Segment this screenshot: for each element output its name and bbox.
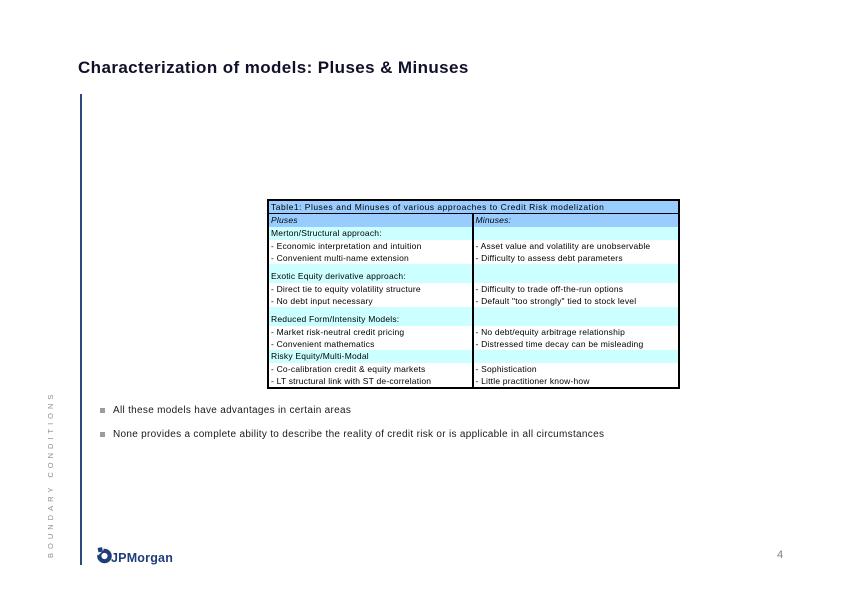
- table-row: [269, 363, 678, 375]
- pluses-cell: Risky Equity/Multi-Modal: [269, 350, 474, 363]
- table-row: [269, 240, 678, 252]
- vertical-rule: [80, 94, 82, 565]
- table-caption: Table1: Pluses and Minuses of various approaches to Credit Risk modelization: [269, 201, 678, 214]
- pluses-cell: Exotic Equity derivative approach:: [269, 270, 474, 283]
- pluses-cell: - No debt input necessary: [269, 295, 474, 307]
- section-header-row: [269, 350, 678, 363]
- minuses-cell: - Sophistication: [474, 363, 679, 375]
- column-header-pluses: Pluses: [269, 214, 474, 227]
- table-body: [269, 227, 678, 387]
- bullet-item: [100, 405, 800, 416]
- pluses-cell: - Co-calibration credit & equity markets: [269, 363, 474, 375]
- minuses-cell: - Difficulty to assess debt parameters: [474, 252, 679, 264]
- pluses-cell: - Convenient multi-name extension: [269, 252, 474, 264]
- bullet-item: [100, 429, 800, 440]
- minuses-cell: - Difficulty to trade off-the-run options: [474, 283, 679, 295]
- minuses-cell: [474, 227, 679, 240]
- table-row: [269, 252, 678, 264]
- table-row: [269, 283, 678, 295]
- pluses-minuses-table: [267, 199, 680, 389]
- minuses-cell: - Distressed time decay can be misleading: [474, 338, 679, 350]
- jpmorgan-logo: [95, 546, 173, 565]
- pluses-cell: - Economic interpretation and intuition: [269, 240, 474, 252]
- section-header-row: [269, 313, 678, 326]
- pluses-cell: - Convenient mathematics: [269, 338, 474, 350]
- page-title: Characterization of models: Pluses & Minuses: [78, 58, 469, 77]
- minuses-cell: - Default "too strongly" tied to stock level: [474, 295, 679, 307]
- pluses-cell: Reduced Form/Intensity Models:: [269, 313, 474, 326]
- section-header-row: [269, 227, 678, 240]
- bullet-list: [100, 405, 800, 453]
- bullet-square-icon: [100, 408, 105, 413]
- bullet-text: All these models have advantages in certain areas: [113, 405, 352, 416]
- minuses-cell: [474, 313, 679, 326]
- boundary-conditions-label: BOUNDARY CONDITIONS: [46, 390, 55, 558]
- pluses-cell: - LT structural link with ST de-correlation: [269, 375, 474, 387]
- minuses-cell: - Little practitioner know-how: [474, 375, 679, 387]
- column-header-minuses: Minuses:: [474, 214, 679, 227]
- page-number: 4: [776, 549, 784, 561]
- minuses-cell: [474, 350, 679, 363]
- jpmorgan-logo-text: JPMorgan: [111, 551, 174, 565]
- table-row: [269, 326, 678, 338]
- bullet-square-icon: [100, 432, 105, 437]
- table-row: [269, 295, 678, 307]
- table-row: [269, 375, 678, 387]
- pluses-cell: - Market risk-neutral credit pricing: [269, 326, 474, 338]
- minuses-cell: - No debt/equity arbitrage relationship: [474, 326, 679, 338]
- minuses-cell: - Asset value and volatility are unobservable: [474, 240, 679, 252]
- table-column-headers: [269, 214, 678, 227]
- pluses-cell: - Direct tie to equity volatility structure: [269, 283, 474, 295]
- table-row: [269, 338, 678, 350]
- minuses-cell: [474, 270, 679, 283]
- bullet-text: None provides a complete ability to describe the reality of credit risk or is applicable in all circumstances: [113, 429, 605, 440]
- pluses-cell: Merton/Structural approach:: [269, 227, 474, 240]
- section-header-row: [269, 270, 678, 283]
